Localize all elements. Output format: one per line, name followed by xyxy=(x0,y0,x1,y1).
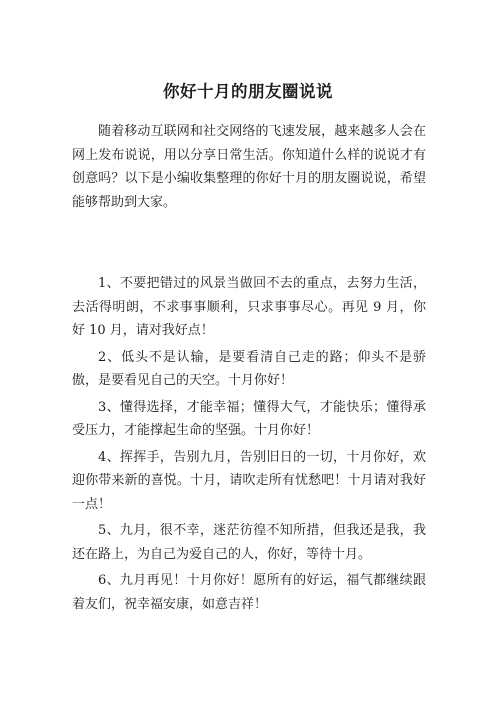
list-item: 3、懂得选择，才能幸福；懂得大气，才能快乐；懂得承受压力，才能撑起生命的坚强。十月你好！ xyxy=(72,399,426,438)
list-item: 2、低头不是认输，是要看清自己走的路；仰头不是骄傲，是要看见自己的天空。十月你好！ xyxy=(72,349,426,388)
document-title: 你好十月的朋友圈说说 xyxy=(163,82,333,101)
list-item: 1、不要把错过的风景当做回不去的重点，去努力生活，去活得明朗，不求事事顺利，只求事事尽心。再见 9 月，你好 10 月，请对我好点！ xyxy=(72,276,426,338)
list-item: 6、九月再见！十月你好！愿所有的好运，福气都继续跟着友们，祝幸福安康，如意吉祥！ xyxy=(72,573,426,612)
list-item: 4、挥挥手，告别九月，告别旧日的一切，十月你好，欢迎你带来新的喜悦。十月，请吹走所有忧愁吧！十月请对我好一点！ xyxy=(72,449,426,512)
item-list xyxy=(72,272,426,619)
intro-paragraph: 随着移动互联网和社交网络的飞速发展，越来越多人会在网上发布说说，用以分享日常生活。你知道什么样的说说才有创意吗？以下是小编收集整理的你好十月的朋友圈说说，希望能够帮助到大家。 xyxy=(72,124,426,210)
list-item: 5、九月，很不幸，迷茫彷徨不知所措，但我还是我，我还在路上，为自己为爱自己的人，你好，等待十月。 xyxy=(72,523,426,562)
